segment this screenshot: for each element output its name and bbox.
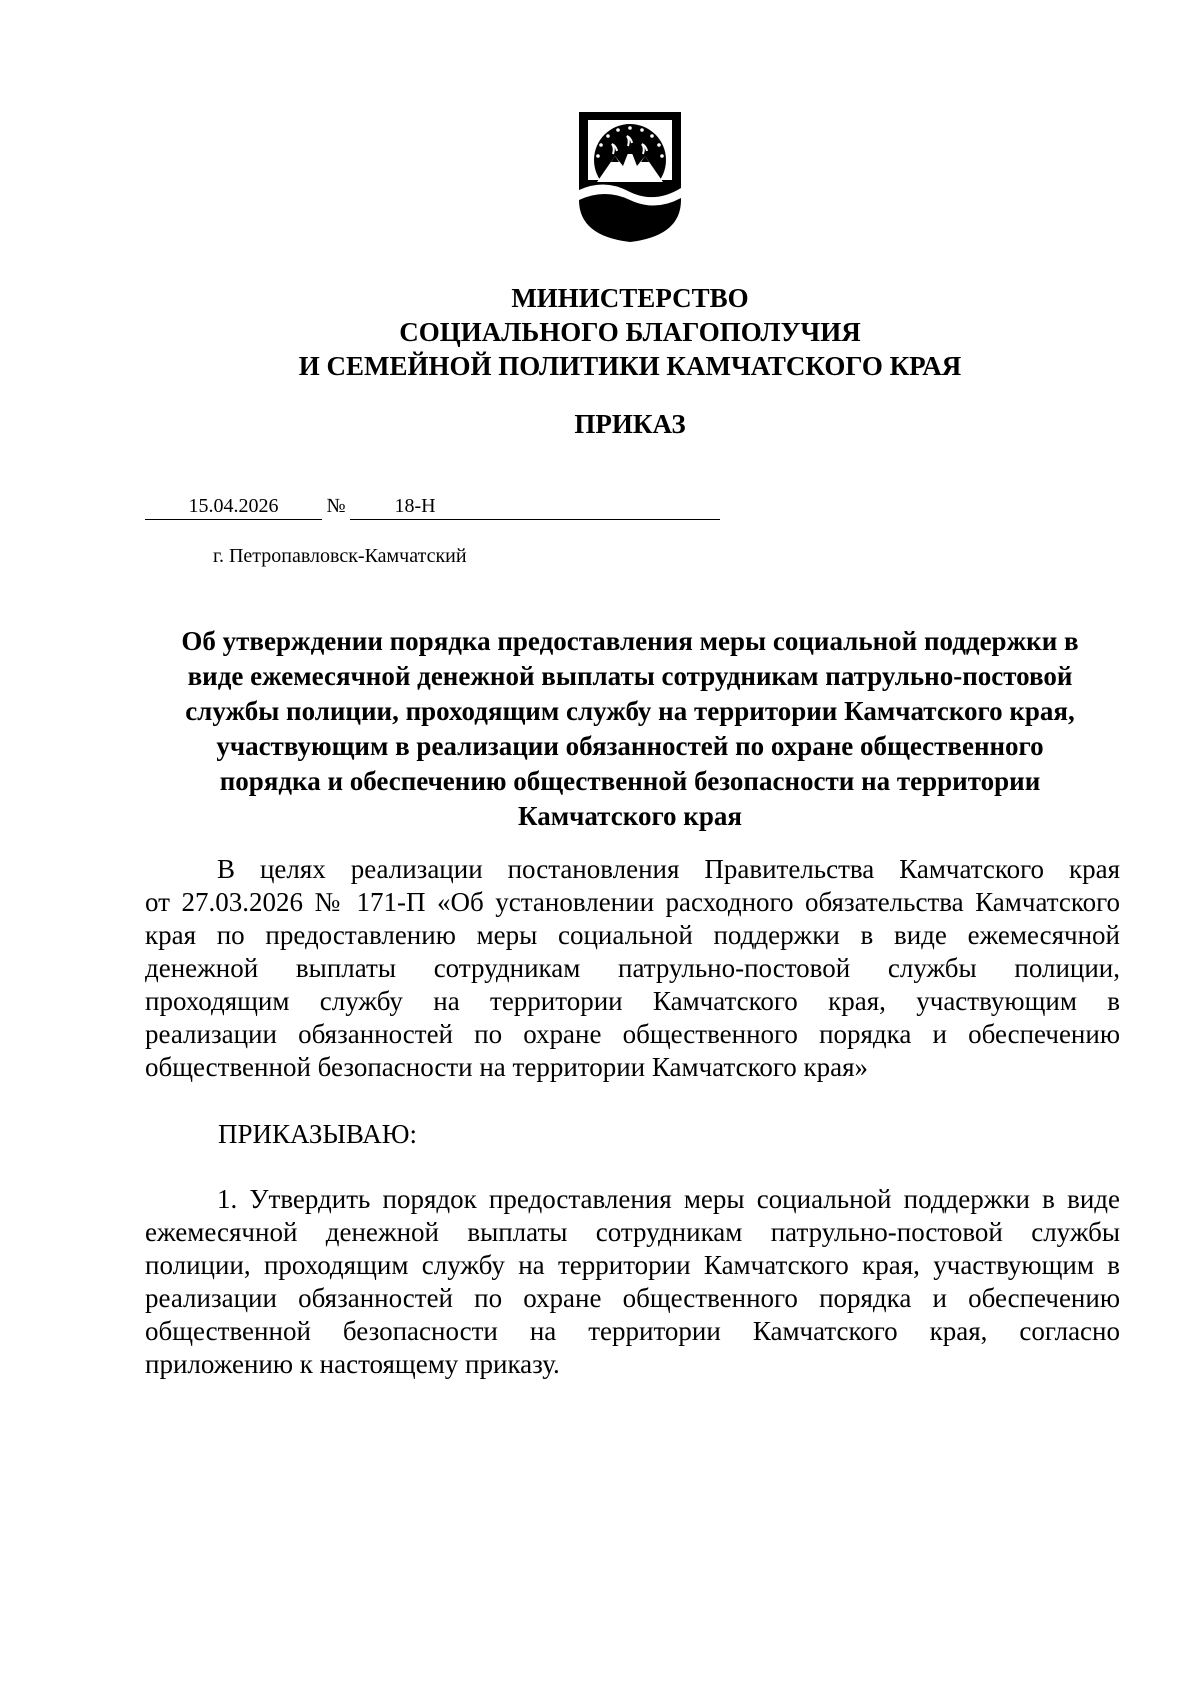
paragraph-line: проходящим службу на территории Камчатского края, участвующим в (145, 986, 1120, 1016)
title-line: участвующим в реализации обязанностей по охране общественного (216, 731, 1044, 761)
paragraph-line: общественной безопасности на территории Камчатского края, согласно (145, 1316, 1120, 1346)
preamble-paragraph (145, 853, 1120, 1084)
paragraph-line: 1. Утвердить порядок предоставления меры социальной поддержки в виде (217, 1184, 1120, 1214)
paragraph-line: полиции, проходящим службу на территории Камчатского края, участвующим в (145, 1250, 1120, 1280)
ministry-name (150, 281, 1110, 383)
document-date-field (145, 491, 322, 520)
item-1-paragraph (145, 1183, 1120, 1381)
city-name: г. Петропавловск-Камчатский (213, 545, 467, 567)
ministry-line: МИНИСТЕРСТВО (511, 283, 749, 313)
paragraph-line: денежной выплаты сотрудникам патрульно-постовой службы полиции, (145, 953, 1120, 983)
paragraph-line: края по предоставлению меры социальной поддержки в виде ежемесячной (145, 920, 1120, 950)
number-sign: № (326, 495, 346, 517)
paragraph-line: реализации обязанностей по охране общественного порядка и обеспечению (145, 1019, 1120, 1049)
ministry-line: СОЦИАЛЬНОГО БЛАГОПОЛУЧИЯ (399, 317, 861, 347)
title-line: службы полиции, проходящим службу на территории Камчатского края, (185, 696, 1075, 726)
document-date: 15.04.2026 (188, 495, 279, 517)
kamchatka-coat-of-arms-icon (575, 108, 685, 244)
document-number-field (350, 491, 720, 520)
paragraph-line: В целях реализации постановления Правительства Камчатского края (217, 854, 1120, 884)
document-number: 18-Н (394, 495, 436, 517)
title-line: Камчатского края (518, 801, 742, 831)
title-line: Об утверждении порядка предоставления меры социальной поддержки в (181, 626, 1079, 656)
paragraph-line: реализации обязанностей по охране общественного порядка и обеспечению (145, 1283, 1120, 1313)
title-line: порядка и обеспечению общественной безопасности на территории (219, 766, 1041, 796)
paragraph-line: общественной безопасности на территории Камчатского края» (145, 1052, 868, 1082)
order-directive: ПРИКАЗЫВАЮ: (218, 1119, 417, 1149)
ministry-line: И СЕМЕЙНОЙ ПОЛИТИКИ КАМЧАТСКОГО КРАЯ (298, 351, 962, 381)
paragraph-line: приложению к настоящему приказу. (145, 1349, 560, 1379)
document-type: ПРИКАЗ (574, 409, 686, 439)
paragraph-line: ежемесячной денежной выплаты сотрудникам патрульно-постовой службы (145, 1217, 1120, 1247)
paragraph-line: от 27.03.2026 № 171-П «Об установлении расходного обязательства Камчатского (145, 887, 1120, 917)
title-line: виде ежемесячной денежной выплаты сотрудникам патрульно-постовой (187, 661, 1073, 691)
document-title (150, 624, 1110, 834)
